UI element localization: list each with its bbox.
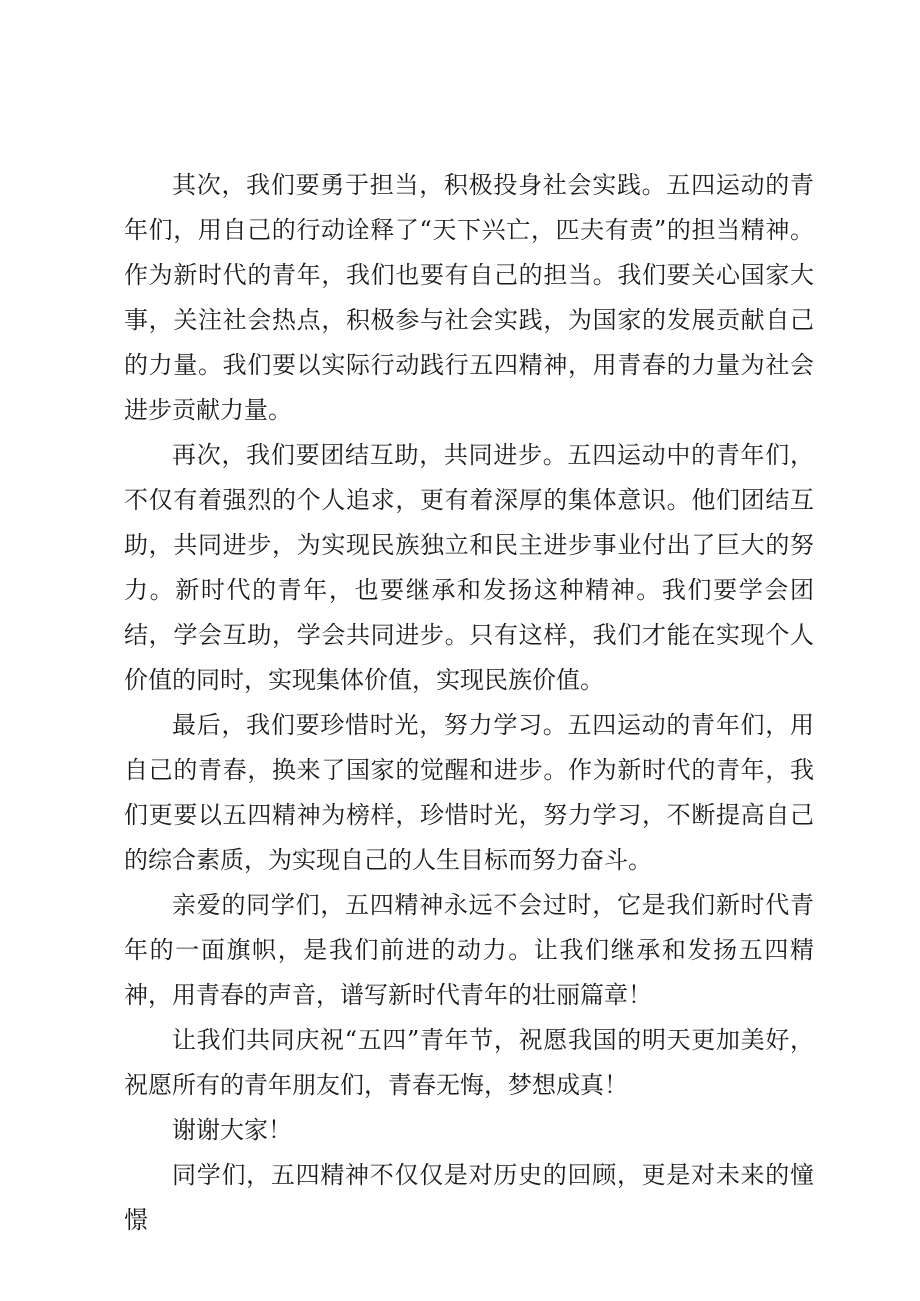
paragraph-4: 亲爱的同学们，五四精神永远不会过时，它是我们新时代青年的一面旗帜，是我们前进的动力。让我们继承和发扬五四精神，用青春的声音，谱写新时代青年的壮丽篇章！ [124, 891, 814, 1009]
paragraph-2: 再次，我们要团结互助，共同进步。五四运动中的青年们，不仅有着强烈的个人追求，更有着深厚的集体意识。他们团结互助，共同进步，为实现民族独立和民主进步事业付出了巨大的努力。新时代的青年，也要继承和发扬这种精神。我们要学会团结，学会互助，学会共同进步。只有这样，我们才能在实现个人价值的同时，实现集体价值，实现民族价值。 [124, 441, 814, 694]
paragraph-5: 让我们共同庆祝“五四”青年节，祝愿我国的明天更加美好，祝愿所有的青年朋友们，青春无悔，梦想成真！ [124, 1026, 814, 1099]
paragraph-3: 最后，我们要珍惜时光，努力学习。五四运动的青年们，用自己的青春，换来了国家的觉醒和进步。作为新时代的青年，我们更要以五四精神为榜样，珍惜时光，努力学习，不断提高自己的综合素质，为实现自己的人生目标而努力奋斗。 [124, 711, 814, 874]
paragraph-6: 谢谢大家！ [172, 1116, 292, 1144]
paragraph-7: 同学们，五四精神不仅仅是对历史的回顾，更是对未来的憧憬 [124, 1161, 814, 1234]
document-body [124, 163, 814, 1243]
paragraph-1: 其次，我们要勇于担当，积极投身社会实践。五四运动的青年们，用自己的行动诠释了“天下兴亡，匹夫有责”的担当精神。作为新时代的青年，我们也要有自己的担当。我们要关心国家大事，关注社会热点，积极参与社会实践，为国家的发展贡献自己的力量。我们要以实际行动践行五四精神，用青春的力量为社会进步贡献力量。 [124, 171, 814, 424]
